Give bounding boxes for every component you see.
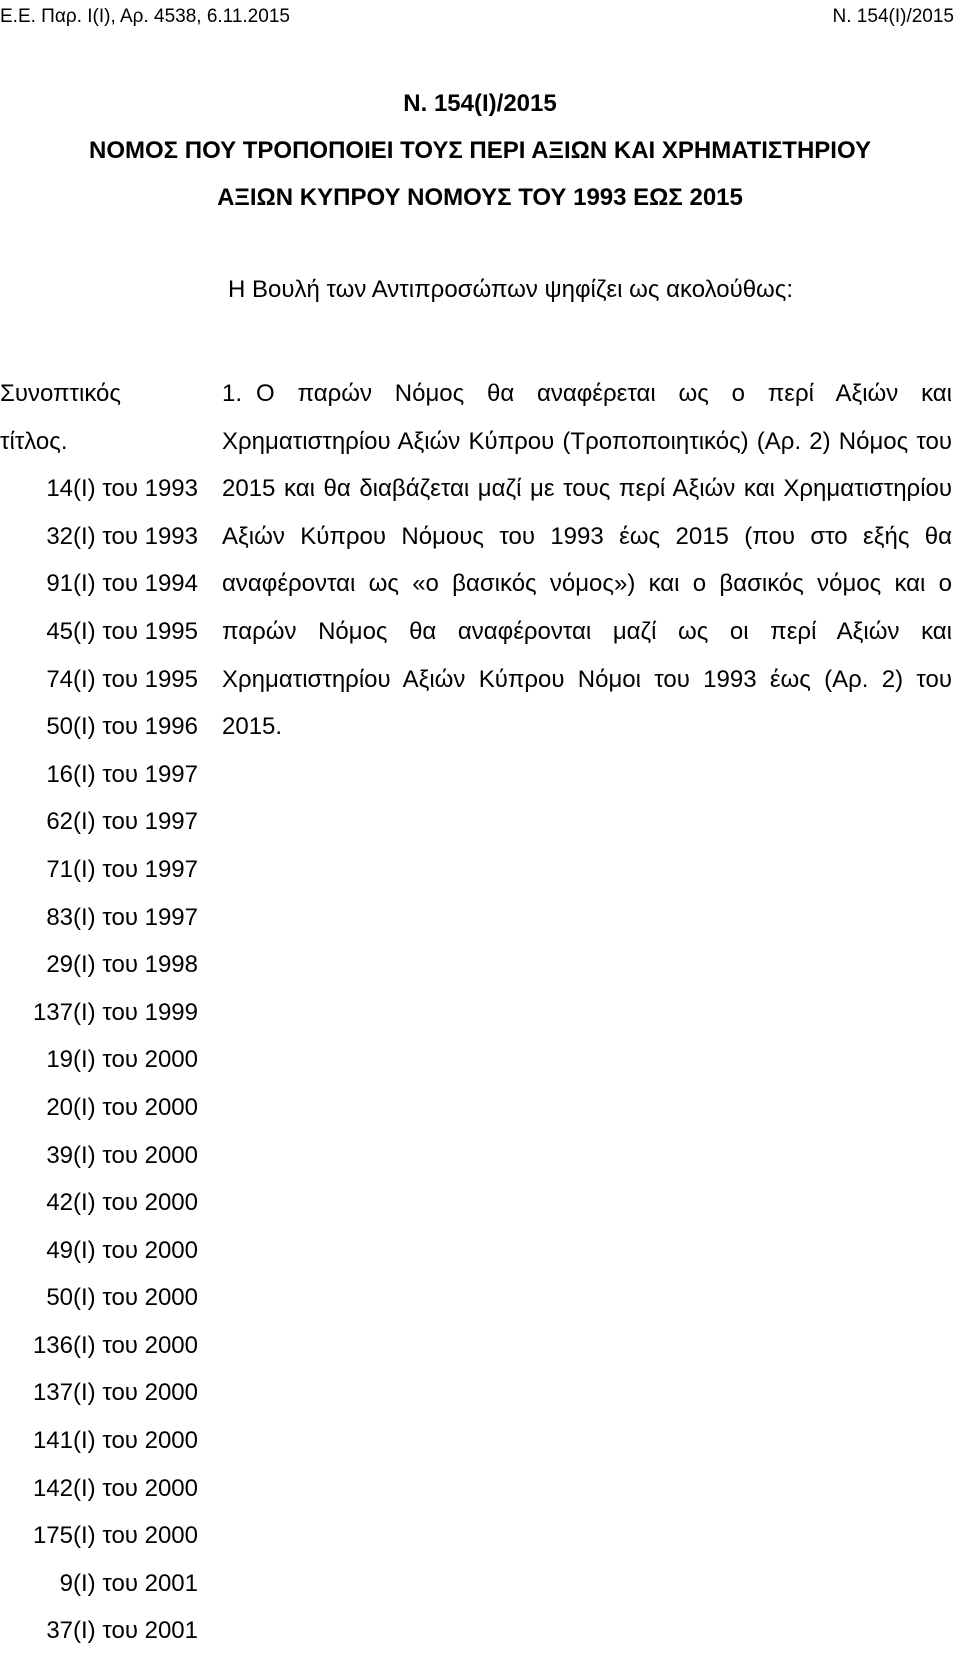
law-ref: 137(Ι) του 2000 xyxy=(32,1379,198,1407)
margin-heading-line-2: τίτλος. xyxy=(0,427,68,455)
law-ref: 14(Ι) του 1993 xyxy=(46,475,198,503)
law-ref: 175(Ι) του 2000 xyxy=(32,1522,198,1550)
law-number-title: Ν. 154(Ι)/2015 xyxy=(403,90,557,117)
law-ref: 50(Ι) του 2000 xyxy=(46,1284,198,1312)
law-ref: 16(Ι) του 1997 xyxy=(46,760,198,788)
law-ref: 9(Ι) του 2001 xyxy=(59,1569,198,1597)
law-ref: 50(Ι) του 1996 xyxy=(46,713,198,741)
law-ref: 74(Ι) του 1995 xyxy=(46,665,198,693)
law-ref: 32(Ι) του 1993 xyxy=(46,522,198,550)
law-title-line-1: ΝΟΜΟΣ ΠΟΥ ΤΡΟΠΟΠΟΙΕΙ ΤΟΥΣ ΠΕΡΙ ΑΞΙΩΝ ΚΑΙ ΧΡΗΜΑΤΙΣΤΗΡΙΟΥ xyxy=(89,137,871,164)
law-title-block xyxy=(0,80,960,221)
law-ref: 45(Ι) του 1995 xyxy=(46,617,198,645)
margin-notes xyxy=(0,370,202,1655)
law-ref: 37(Ι) του 2001 xyxy=(46,1617,198,1645)
law-ref: 42(Ι) του 2000 xyxy=(46,1189,198,1217)
section-1 xyxy=(222,370,952,751)
law-title-line-2: ΑΞΙΩΝ ΚΥΠΡΟΥ ΝΟΜΟΥΣ ΤΟΥ 1993 ΕΩΣ 2015 xyxy=(217,184,743,211)
section-text: Ο παρών Νόμος θα αναφέρεται ως ο περί Αξιών και Χρηματιστηρίου Αξιών Κύπρου (Τροποποιητικός) (Αρ. 2) Νόμος του 2015 και θα διαβάζεται μαζί με τους περί Αξιών και Χρηματιστηρίου Αξιών Κύπρου Νόμους του 1993 έως 2015 (που στο εξής θα αναφέρονται ως «ο βασικός νόμος») και ο βασικός νόμος και ο παρών Νόμος θα αναφέρονται μαζί ως οι περί Αξιών και Χρηματιστηρίου Αξιών Κύπρου Νόμοι του 1993 έως (Αρ. 2) του 2015. xyxy=(222,380,952,741)
law-number-header: Ν. 154(Ι)/2015 xyxy=(832,6,954,27)
law-ref: 142(Ι) του 2000 xyxy=(32,1474,198,1502)
law-ref: 136(Ι) του 2000 xyxy=(32,1331,198,1359)
law-ref: 141(Ι) του 2000 xyxy=(32,1427,198,1455)
law-ref: 29(Ι) του 1998 xyxy=(46,951,198,979)
enactment-formula: Η Βουλή των Αντιπροσώπων ψηφίζει ως ακολούθως: xyxy=(228,276,794,303)
margin-heading-line-1: Συνοπτικός xyxy=(0,380,121,407)
law-ref: 91(Ι) του 1994 xyxy=(46,570,198,598)
law-ref: 39(Ι) του 2000 xyxy=(46,1141,198,1169)
law-ref: 137(Ι) του 1999 xyxy=(32,998,198,1026)
law-ref: 71(Ι) του 1997 xyxy=(46,855,198,883)
section-number: 1. xyxy=(222,380,243,407)
gazette-reference: Ε.Ε. Παρ. Ι(Ι), Αρ. 4538, 6.11.2015 xyxy=(0,6,290,27)
law-ref: 62(Ι) του 1997 xyxy=(46,808,198,836)
law-ref: 83(Ι) του 1997 xyxy=(46,903,198,931)
law-ref: 49(Ι) του 2000 xyxy=(46,1236,198,1264)
law-ref: 19(Ι) του 2000 xyxy=(46,1046,198,1074)
law-ref: 20(Ι) του 2000 xyxy=(46,1093,198,1121)
